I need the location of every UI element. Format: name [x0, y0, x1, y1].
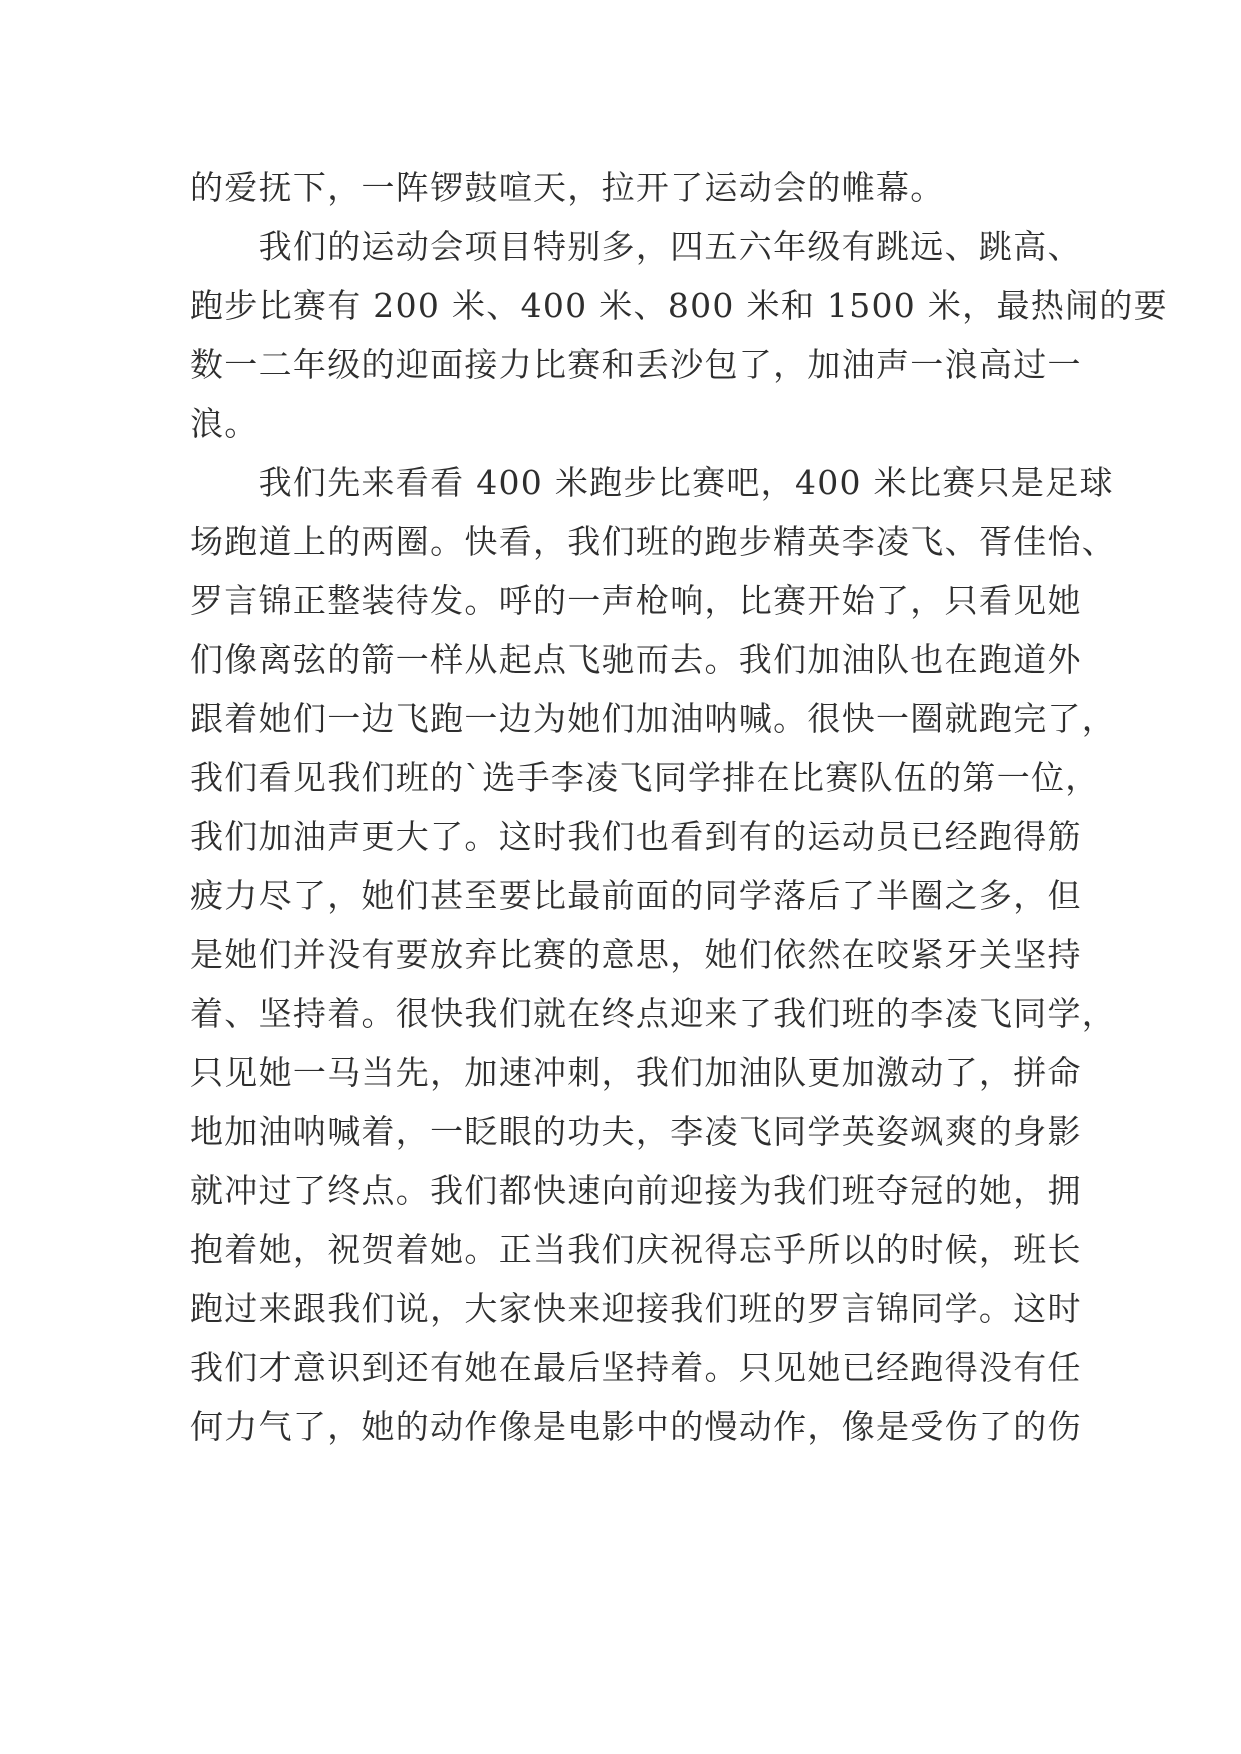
paragraph — [190, 217, 1168, 453]
text-line: 地加油呐喊着，一眨眼的功夫，李凌飞同学英姿飒爽的身影 — [190, 1112, 1082, 1151]
text-line: 抱着她，祝贺着她。正当我们庆祝得忘乎所以的时候，班长 — [190, 1230, 1082, 1269]
text-line: 跟着她们一边飞跑一边为她们加油呐喊。很快一圈就跑完了， — [190, 699, 1117, 738]
paragraph — [190, 158, 1080, 217]
text-line: 跑过来跟我们说，大家快来迎接我们班的罗言锦同学。这时 — [190, 1289, 1082, 1328]
text-line: 我们加油声更大了。这时我们也看到有的运动员已经跑得筋 — [190, 817, 1082, 856]
text-line: 我们看见我们班的`选手李凌飞同学排在比赛队伍的第一位， — [190, 758, 1100, 797]
text-line: 我们的运动会项目特别多，四五六年级有跳远、跳高、 — [190, 227, 1082, 266]
text-line: 只见她一马当先，加速冲刺，我们加油队更加激动了，拼命 — [190, 1053, 1082, 1092]
essay-text — [190, 158, 1168, 1456]
text-line: 是她们并没有要放弃比赛的意思，她们依然在咬紧牙关坚持 — [190, 935, 1082, 974]
text-line: 跑步比赛有 200 米、400 米、800 米和 1500 米，最热闹的要 — [190, 286, 1168, 325]
text-line: 们像离弦的箭一样从起点飞驰而去。我们加油队也在跑道外 — [190, 640, 1082, 679]
text-line: 的爱抚下，一阵锣鼓喧天，拉开了运动会的帷幕。 — [190, 168, 945, 207]
paragraph — [190, 453, 1117, 1456]
text-line: 何力气了，她的动作像是电影中的慢动作，像是受伤了的伤 — [190, 1407, 1082, 1446]
text-line: 浪。 — [190, 404, 259, 443]
text-line: 就冲过了终点。我们都快速向前迎接为我们班夺冠的她，拥 — [190, 1171, 1082, 1210]
text-line: 我们才意识到还有她在最后坚持着。只见她已经跑得没有任 — [190, 1348, 1082, 1387]
text-line: 数一二年级的迎面接力比赛和丢沙包了，加油声一浪高过一 — [190, 345, 1082, 384]
text-line: 着、坚持着。很快我们就在终点迎来了我们班的李凌飞同学， — [190, 994, 1117, 1033]
text-line: 疲力尽了，她们甚至要比最前面的同学落后了半圈之多，但 — [190, 876, 1082, 915]
text-line: 我们先来看看 400 米跑步比赛吧，400 米比赛只是足球 — [190, 463, 1114, 502]
text-line: 罗言锦正整装待发。呼的一声枪响，比赛开始了，只看见她 — [190, 581, 1082, 620]
text-line: 场跑道上的两圈。快看，我们班的跑步精英李凌飞、胥佳怡、 — [190, 522, 1117, 561]
